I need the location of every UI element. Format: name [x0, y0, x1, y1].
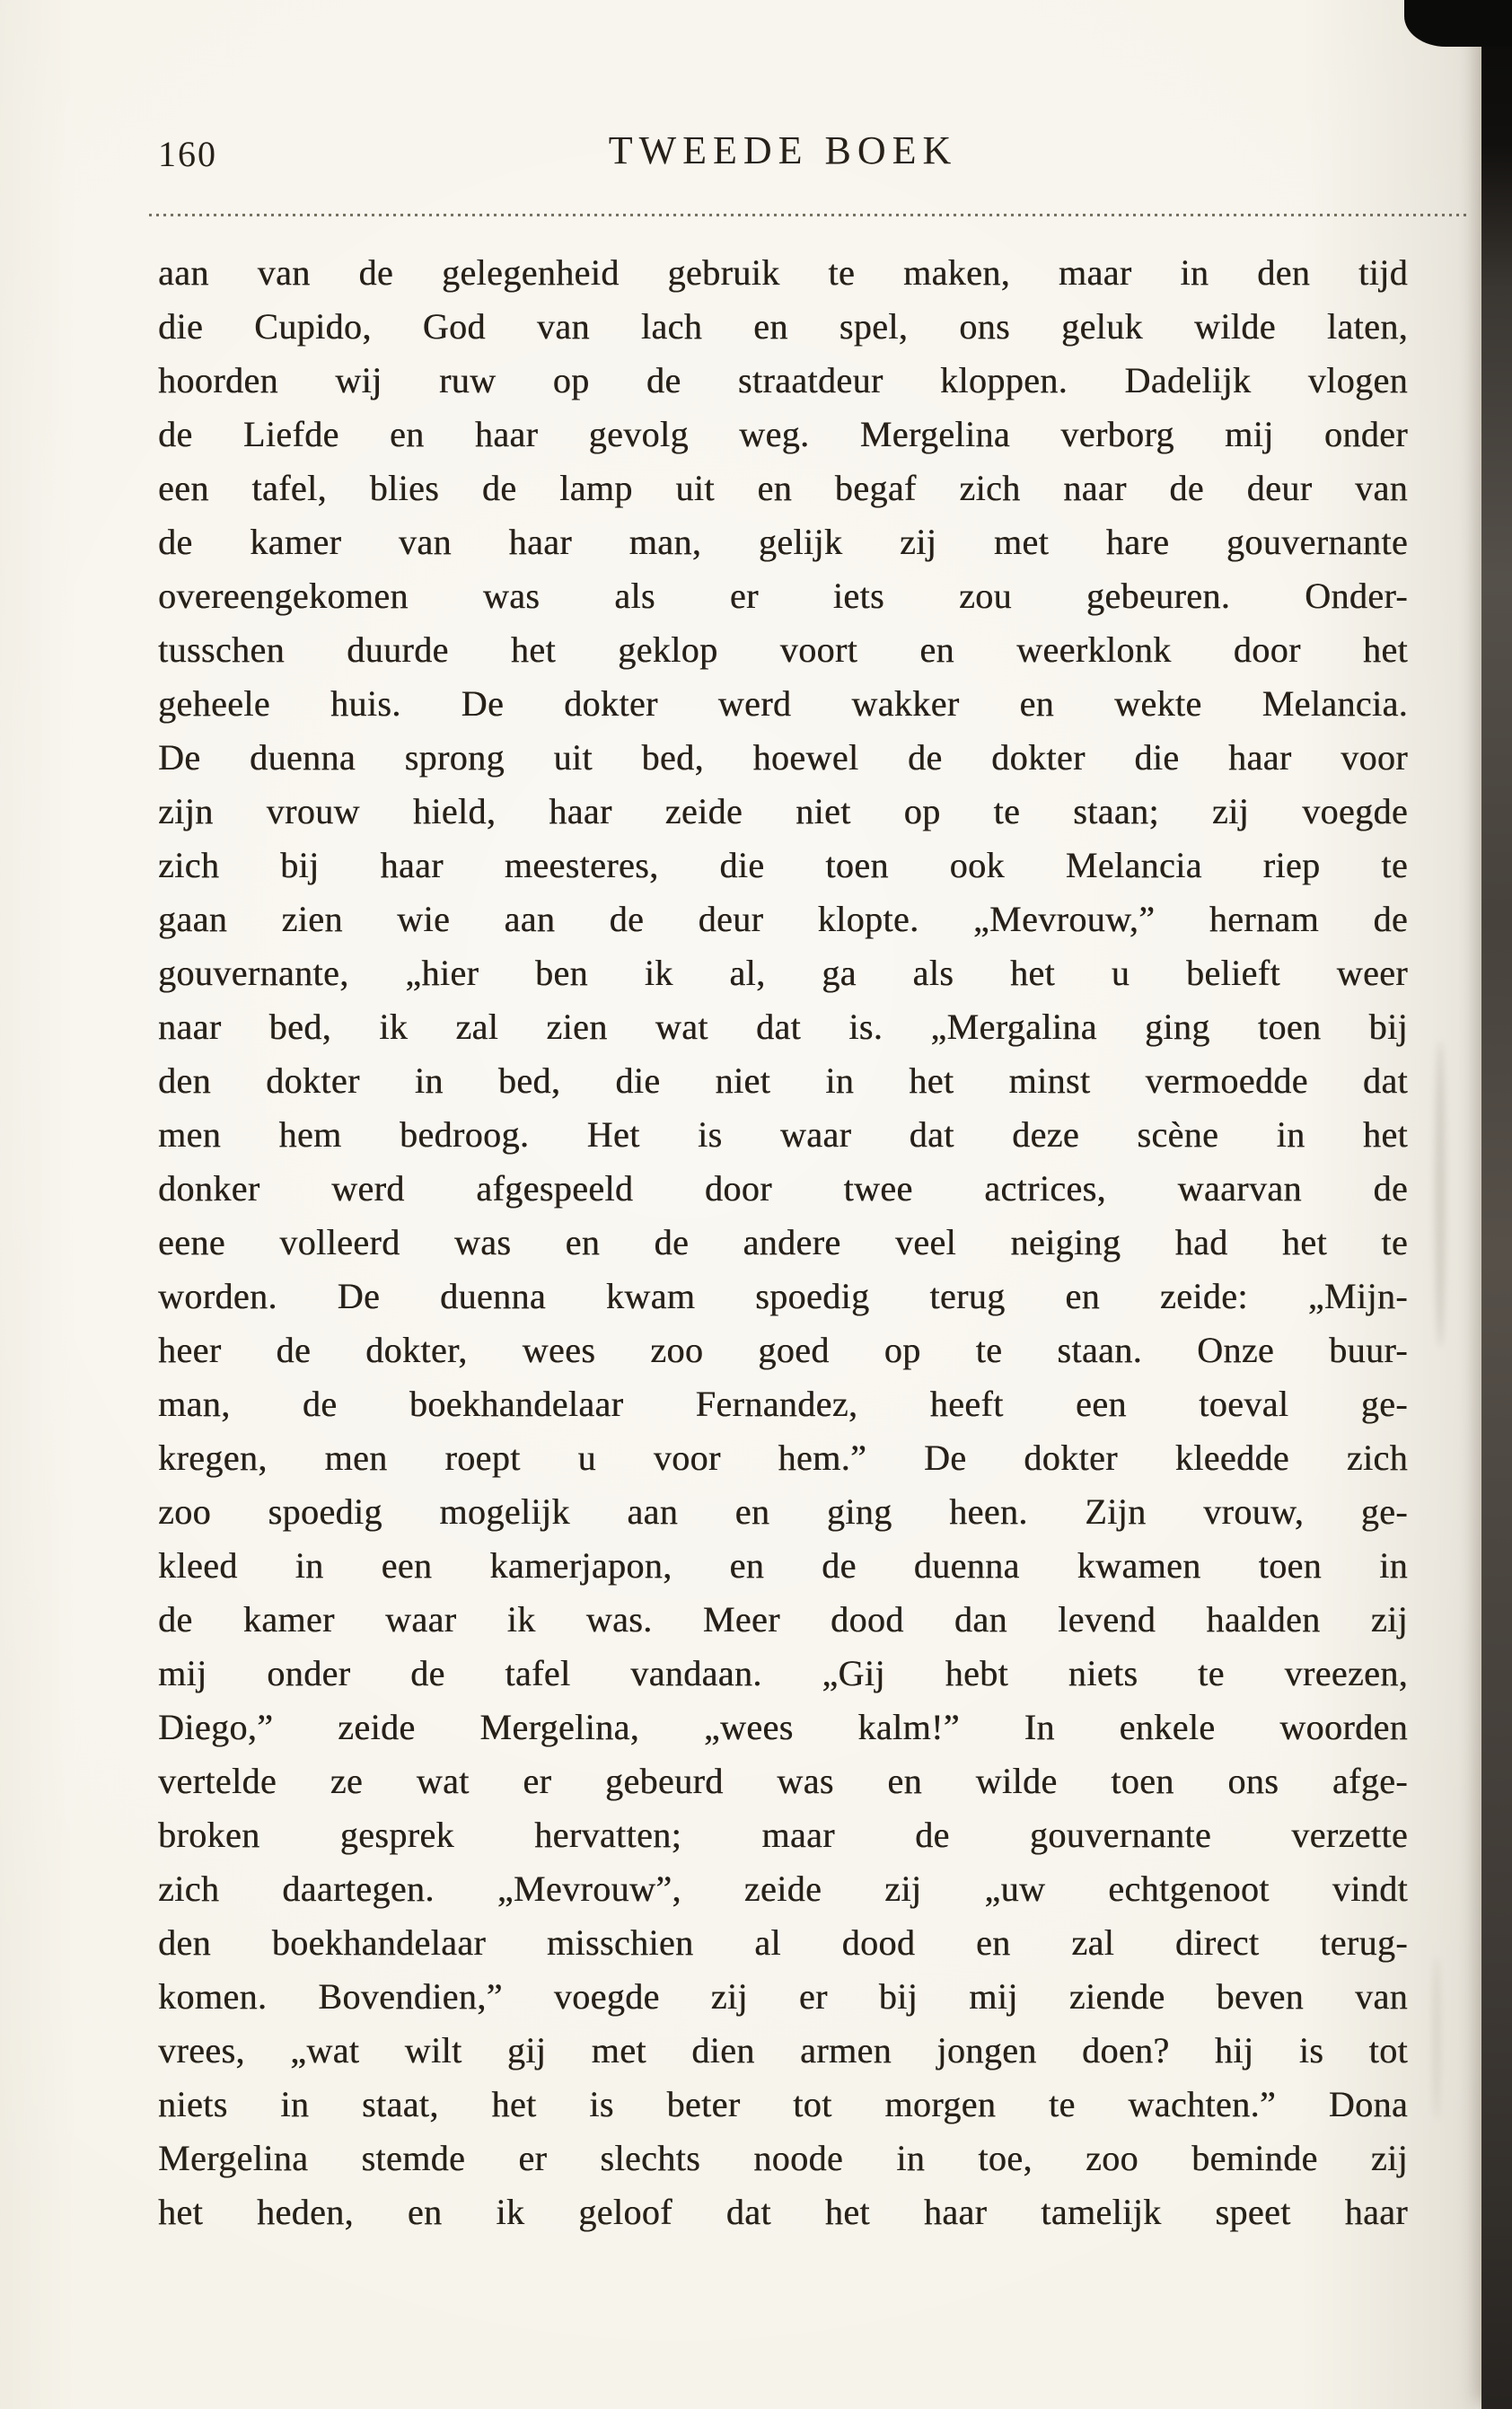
text-line: man, de boekhandelaar Fernandez, heeft een toeval ge-: [158, 1384, 1408, 1424]
text-line: de kamer waar ik was. Meer dood dan levend haalden zij: [158, 1599, 1408, 1640]
text-line: zich bij haar meesteres, die toen ook Melancia riep te: [158, 845, 1408, 885]
text-line: aan van de gelegenheid gebruik te maken, maar in den tijd: [158, 252, 1408, 293]
text-line: vrees, „wat wilt gij met dien armen jongen doen? hij is tot: [158, 2030, 1408, 2071]
scan-smudge: [1433, 1957, 1440, 2119]
text-line: komen. Bovendien,” voegde zij er bij mij ziende beven van: [158, 1976, 1408, 2017]
scan-smudge: [1435, 1042, 1446, 1347]
text-line: broken gesprek hervatten; maar de gouvernante verzette: [158, 1815, 1408, 1855]
text-line: overeengekomen was als er iets zou gebeuren. Onder-: [158, 576, 1408, 616]
header-divider: [149, 214, 1469, 216]
text-line: mij onder de tafel vandaan. „Gij hebt niets te vreezen,: [158, 1653, 1408, 1693]
text-line: Mergelina stemde er slechts noode in toe, zoo beminde zij: [158, 2138, 1408, 2178]
text-line: De duenna sprong uit bed, hoewel de dokter die haar voor: [158, 737, 1408, 778]
text-line: het heden, en ik geloof dat het haar tamelijk speet haar: [158, 2192, 1408, 2232]
text-line: Diego,” zeide Mergelina, „wees kalm!” In enkele woorden: [158, 1707, 1408, 1747]
text-line: kregen, men roept u voor hem.” De dokter kleedde zich: [158, 1437, 1408, 1478]
scan-edge-shadow: [1481, 0, 1512, 2409]
text-line: naar bed, ik zal zien wat dat is. „Mergalina ging toen bij: [158, 1007, 1408, 1047]
text-line: zich daartegen. „Mevrouw”, zeide zij „uw echtgenoot vindt: [158, 1868, 1408, 1909]
text-line: gouvernante, „hier ben ik al, ga als het u belieft weer: [158, 953, 1408, 993]
text-line: een tafel, blies de lamp uit en begaf zich naar de deur van: [158, 468, 1408, 508]
text-line: heer de dokter, wees zoo goed op te staan. Onze buur-: [158, 1330, 1408, 1370]
text-line: worden. De duenna kwam spoedig terug en zeide: „Mijn-: [158, 1276, 1408, 1316]
scan-corner-mark: [1404, 0, 1512, 47]
page-number: 160: [158, 134, 217, 174]
text-line: die Cupido, God van lach en spel, ons geluk wilde laten,: [158, 306, 1408, 347]
text-line: men hem bedroog. Het is waar dat deze scène in het: [158, 1114, 1408, 1155]
text-line: den boekhandelaar misschien al dood en zal direct terug-: [158, 1922, 1408, 1963]
text-line: de kamer van haar man, gelijk zij met hare gouvernante: [158, 522, 1408, 562]
body-text: [158, 246, 1408, 2239]
running-head-title: TWEEDE BOEK: [608, 128, 958, 172]
text-line: den dokter in bed, die niet in het minst vermoedde dat: [158, 1060, 1408, 1101]
text-line: zoo spoedig mogelijk aan en ging heen. Zijn vrouw, ge-: [158, 1491, 1408, 1532]
text-line: eene volleerd was en de andere veel neiging had het te: [158, 1222, 1408, 1262]
text-line: niets in staat, het is beter tot morgen te wachten.” Dona: [158, 2084, 1408, 2124]
text-line: zijn vrouw hield, haar zeide niet op te staan; zij voegde: [158, 791, 1408, 831]
text-line: donker werd afgespeeld door twee actrices, waarvan de: [158, 1168, 1408, 1209]
text-line: geheele huis. De dokter werd wakker en wekte Melancia.: [158, 683, 1408, 724]
text-line: de Liefde en haar gevolg weg. Mergelina verborg mij onder: [158, 414, 1408, 454]
text-line: kleed in een kamerjapon, en de duenna kwamen toen in: [158, 1545, 1408, 1586]
text-line: tusschen duurde het geklop voort en weerklonk door het: [158, 629, 1408, 670]
text-line: gaan zien wie aan de deur klopte. „Mevrouw,” hernam de: [158, 899, 1408, 939]
text-line: hoorden wij ruw op de straatdeur kloppen. Dadelijk vlogen: [158, 360, 1408, 400]
text-line: vertelde ze wat er gebeurd was en wilde toen ons afge-: [158, 1761, 1408, 1801]
